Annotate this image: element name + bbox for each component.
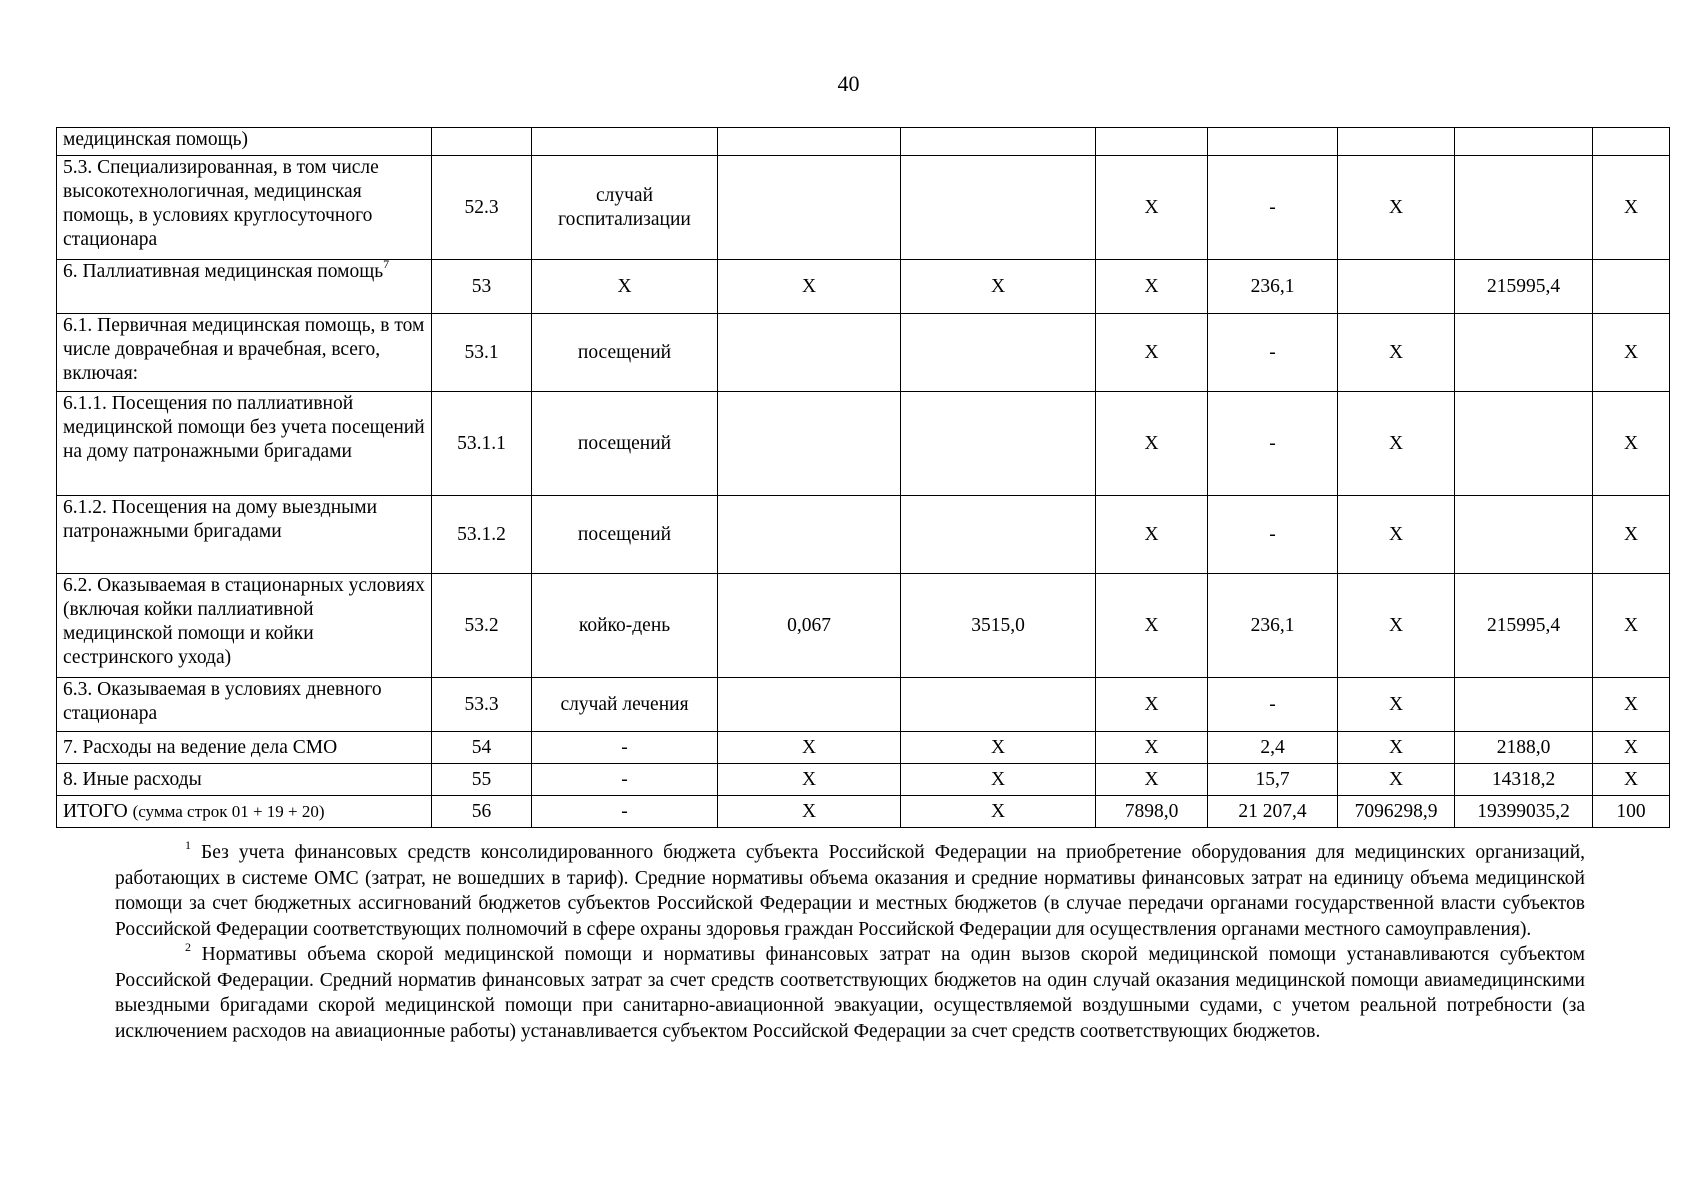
table-row xyxy=(57,732,1670,764)
cell-col6: X xyxy=(1096,678,1208,732)
cell-col10: X xyxy=(1593,392,1670,496)
cell-col10: X xyxy=(1593,678,1670,732)
cell-col4 xyxy=(718,678,901,732)
cell-col10: X xyxy=(1593,574,1670,678)
cell-col4: X xyxy=(718,764,901,796)
cell-col5 xyxy=(901,128,1096,156)
cell-col9 xyxy=(1455,156,1593,260)
cell-col7: 21 207,4 xyxy=(1208,796,1338,828)
row-name xyxy=(57,796,432,828)
table-row-total xyxy=(57,796,1670,828)
total-label: ИТОГО xyxy=(63,800,128,822)
cell-col7: - xyxy=(1208,156,1338,260)
cell-col4 xyxy=(718,392,901,496)
cell-col9: 19399035,2 xyxy=(1455,796,1593,828)
cell-col5: 3515,0 xyxy=(901,574,1096,678)
cell-col9 xyxy=(1455,314,1593,392)
cell-col5 xyxy=(901,678,1096,732)
cell-col8: X xyxy=(1338,678,1455,732)
page-number: 40 xyxy=(837,71,860,96)
cell-col6: X xyxy=(1096,732,1208,764)
cell-col6: X xyxy=(1096,764,1208,796)
footnote-mark: 2 xyxy=(185,940,191,954)
total-note: (сумма строк 01 + 19 + 20) xyxy=(132,801,325,821)
cell-col10: X xyxy=(1593,764,1670,796)
row-name: 7. Расходы на ведение дела СМО xyxy=(57,732,432,764)
table-row xyxy=(57,764,1670,796)
row-name: 6.1. Первичная медицинская помощь, в том числе доврачебная и врачебная, всего, включая: xyxy=(57,314,432,392)
cell-col9 xyxy=(1455,678,1593,732)
cell-col7: - xyxy=(1208,678,1338,732)
row-name xyxy=(57,260,432,314)
cell-col8: 7096298,9 xyxy=(1338,796,1455,828)
row-unit: X xyxy=(532,260,718,314)
footnote xyxy=(115,840,1585,942)
table-row xyxy=(57,314,1670,392)
cell-col7 xyxy=(1208,128,1338,156)
cell-col4: X xyxy=(718,796,901,828)
row-code: 54 xyxy=(432,732,532,764)
cell-col4: X xyxy=(718,732,901,764)
row-name: 6.1.1. Посещения по паллиативной медицинской помощи без учета посещений на дому патронажными бригадами xyxy=(57,392,432,496)
cell-col6: X xyxy=(1096,392,1208,496)
cell-col4 xyxy=(718,314,901,392)
row-name: 6.3. Оказываемая в условиях дневного стационара xyxy=(57,678,432,732)
cell-col7: 236,1 xyxy=(1208,574,1338,678)
table-row xyxy=(57,260,1670,314)
row-unit: - xyxy=(532,796,718,828)
cell-col7: 236,1 xyxy=(1208,260,1338,314)
row-unit: посещений xyxy=(532,314,718,392)
cell-col4 xyxy=(718,128,901,156)
row-code: 53.2 xyxy=(432,574,532,678)
table-row xyxy=(57,496,1670,574)
cell-col9 xyxy=(1455,392,1593,496)
row-name: 8. Иные расходы xyxy=(57,764,432,796)
cell-col8: X xyxy=(1338,496,1455,574)
cell-col6: 7898,0 xyxy=(1096,796,1208,828)
cell-col10: X xyxy=(1593,314,1670,392)
footnote xyxy=(115,942,1585,1044)
row-code: 52.3 xyxy=(432,156,532,260)
cell-col8: X xyxy=(1338,574,1455,678)
row-code: 53.1.1 xyxy=(432,392,532,496)
table-row xyxy=(57,392,1670,496)
row-code: 53 xyxy=(432,260,532,314)
row-name: 5.3. Специализированная, в том числе высокотехнологичная, медицинская помощь, в условиях круглосуточного стационара xyxy=(57,156,432,260)
row-unit xyxy=(532,128,718,156)
cell-col8 xyxy=(1338,128,1455,156)
row-code xyxy=(432,128,532,156)
table-row xyxy=(57,156,1670,260)
cell-col8: X xyxy=(1338,764,1455,796)
cell-col4 xyxy=(718,496,901,574)
cell-col9 xyxy=(1455,128,1593,156)
cell-col10: X xyxy=(1593,496,1670,574)
table-row xyxy=(57,678,1670,732)
footnotes xyxy=(115,840,1585,1044)
row-unit: - xyxy=(532,764,718,796)
row-code: 53.3 xyxy=(432,678,532,732)
cell-col5 xyxy=(901,496,1096,574)
row-code: 53.1 xyxy=(432,314,532,392)
row-unit: койко-день xyxy=(532,574,718,678)
cell-col9: 14318,2 xyxy=(1455,764,1593,796)
row-unit: случай лечения xyxy=(532,678,718,732)
footnote-text: Без учета финансовых средств консолидированного бюджета субъекта Российской Федерации на приобретение оборудования для медицинских организаций, работающих в системе ОМС (затрат, не вошедших в тариф). Средние нормативы объема оказания и средние нормативы финансовых затрат на единицу объема медицинской помощи за счет бюджетных ассигнований бюджетов субъектов Российской Федерации и местных бюджетов (в случае передачи органами государственной власти субъектов Российской Федерации соответствующих полномочий в сфере охраны здоровья граждан Российской Федерации для осуществления органами местного самоуправления). xyxy=(115,842,1586,940)
footnote-ref: 7 xyxy=(383,259,390,271)
footnote-mark: 1 xyxy=(185,838,191,852)
row-code: 53.1.2 xyxy=(432,496,532,574)
cell-col8: X xyxy=(1338,156,1455,260)
cell-col7: - xyxy=(1208,314,1338,392)
cell-col6: X xyxy=(1096,496,1208,574)
cell-col7: 15,7 xyxy=(1208,764,1338,796)
cell-col5: X xyxy=(901,796,1096,828)
cell-col5: X xyxy=(901,732,1096,764)
cell-col8: X xyxy=(1338,314,1455,392)
cell-col4: 0,067 xyxy=(718,574,901,678)
row-name: медицинская помощь) xyxy=(57,128,432,156)
cell-col5 xyxy=(901,392,1096,496)
table-row xyxy=(57,128,1670,156)
row-unit: посещений xyxy=(532,392,718,496)
cell-col10 xyxy=(1593,128,1670,156)
cell-col9: 215995,4 xyxy=(1455,574,1593,678)
row-name-text: 6. Паллиативная медицинская помощь xyxy=(63,261,384,282)
row-name: 6.2. Оказываемая в стационарных условиях (включая койки паллиативной медицинской помощи и койки сестринского ухода) xyxy=(57,574,432,678)
cell-col6: X xyxy=(1096,314,1208,392)
row-unit: - xyxy=(532,732,718,764)
cell-col8: X xyxy=(1338,732,1455,764)
cell-col5 xyxy=(901,314,1096,392)
row-unit: посещений xyxy=(532,496,718,574)
row-code: 55 xyxy=(432,764,532,796)
cell-col5: X xyxy=(901,764,1096,796)
cell-col8: X xyxy=(1338,392,1455,496)
cell-col7: 2,4 xyxy=(1208,732,1338,764)
cell-col5 xyxy=(901,156,1096,260)
table-row xyxy=(57,574,1670,678)
cell-col10 xyxy=(1593,260,1670,314)
cell-col6: X xyxy=(1096,574,1208,678)
cell-col4 xyxy=(718,156,901,260)
row-unit: случай госпитализации xyxy=(532,156,718,260)
financing-table xyxy=(56,127,1670,828)
cell-col9: 215995,4 xyxy=(1455,260,1593,314)
cell-col9 xyxy=(1455,496,1593,574)
row-name: 6.1.2. Посещения на дому выездными патронажными бригадами xyxy=(57,496,432,574)
cell-col6: X xyxy=(1096,260,1208,314)
cell-col7: - xyxy=(1208,392,1338,496)
row-code: 56 xyxy=(432,796,532,828)
cell-col6 xyxy=(1096,128,1208,156)
cell-col10: 100 xyxy=(1593,796,1670,828)
cell-col7: - xyxy=(1208,496,1338,574)
cell-col10: X xyxy=(1593,732,1670,764)
cell-col4: X xyxy=(718,260,901,314)
cell-col9: 2188,0 xyxy=(1455,732,1593,764)
cell-col8 xyxy=(1338,260,1455,314)
cell-col5: X xyxy=(901,260,1096,314)
footnote-text: Нормативы объема скорой медицинской помощи и нормативы финансовых затрат на один вызов скорой медицинской помощи устанавливаются субъектом Российской Федерации. Средний норматив финансовых затрат за счет средств соответствующих бюджетов на один случай оказания медицинской помощи авиамедицинскими выездными бригадами скорой медицинской помощи при санитарно-авиационной эвакуации, осуществляемой воздушными судами, с учетом реальной потребности (за исключением расходов на авиационные работы) устанавливается субъектом Российской Федерации за счет средств соответствующих бюджетов. xyxy=(115,944,1586,1042)
cell-col6: X xyxy=(1096,156,1208,260)
cell-col10: X xyxy=(1593,156,1670,260)
